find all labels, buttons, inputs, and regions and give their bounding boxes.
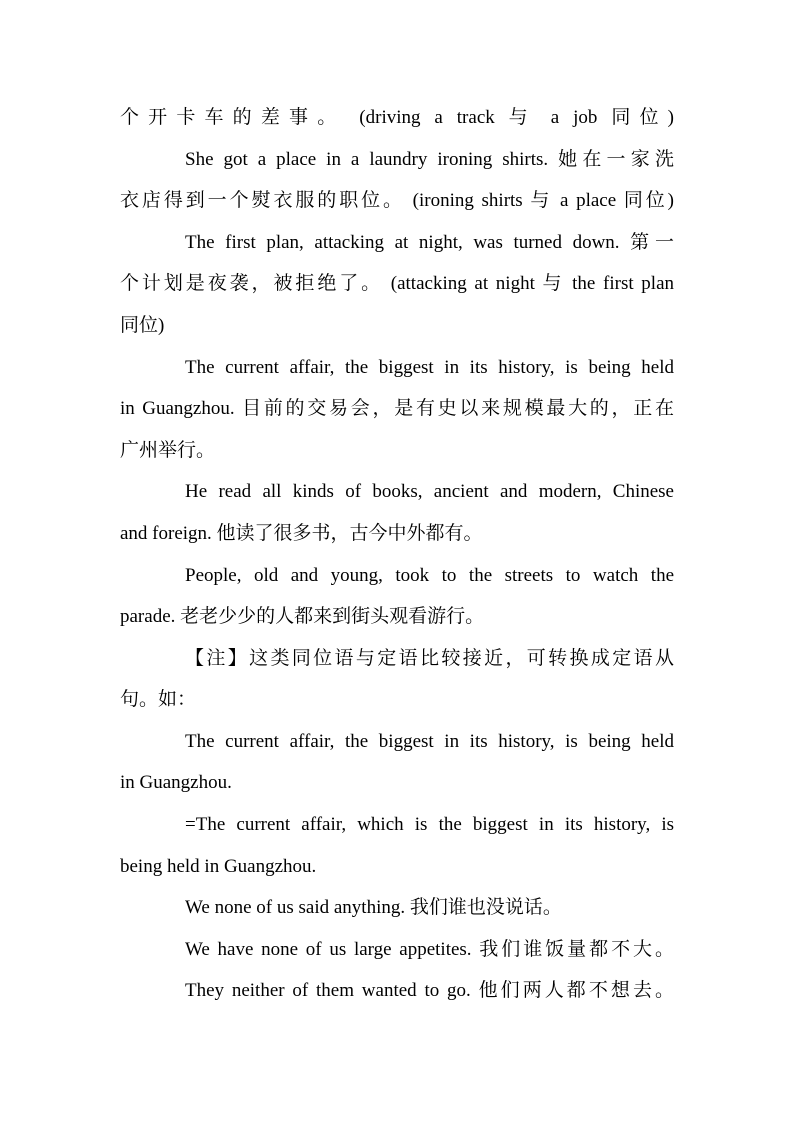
text-line: 个开卡车的差事。 (driving a track 与 a job 同位) [120, 107, 674, 128]
text-line: 衣店得到一个熨衣服的职位。 (ironing shirts 与 a place 同位) [120, 190, 674, 211]
text-line: in Guangzhou. [120, 772, 232, 793]
text-line: She got a place in a laundry ironing shirts. 她在一家洗 [185, 149, 674, 170]
text-line: People, old and young, took to the streets to watch the [185, 565, 674, 586]
text-line: The current affair, the biggest in its history, is being held [185, 731, 674, 752]
text-line: and foreign. 他读了很多书，古今中外都有。 [120, 523, 483, 544]
text-line: parade. 老老少少的人都来到街头观看游行。 [120, 606, 485, 627]
text-line: in Guangzhou. 目前的交易会，是有史以来规模最大的，正在 [120, 398, 674, 419]
text-line: The current affair, the biggest in its history, is being held [185, 357, 674, 378]
text-line: =The current affair, which is the biggest in its history, is [185, 814, 674, 835]
text-line: 同位) [120, 315, 165, 336]
text-line: They neither of them wanted to go. 他们两人都不想去。 [185, 980, 674, 1001]
text-line: 广州举行。 [120, 440, 216, 461]
note-line: 【注】这类同位语与定语比较接近，可转换成定语从 [185, 648, 674, 669]
text-line: He read all kinds of books, ancient and modern, Chinese [185, 481, 674, 502]
text-line: 句。如： [120, 689, 197, 710]
text-line: We have none of us large appetites. 我们谁饭量都不大。 [185, 939, 674, 960]
text-line: being held in Guangzhou. [120, 856, 317, 877]
text-line: The first plan, attacking at night, was turned down. 第一 [185, 232, 674, 253]
text-line: We none of us said anything. 我们谁也没说话。 [185, 897, 562, 918]
document-page [120, 0, 674, 1123]
text-line: 个计划是夜袭，被拒绝了。 (attacking at night 与 the first plan [120, 273, 674, 294]
